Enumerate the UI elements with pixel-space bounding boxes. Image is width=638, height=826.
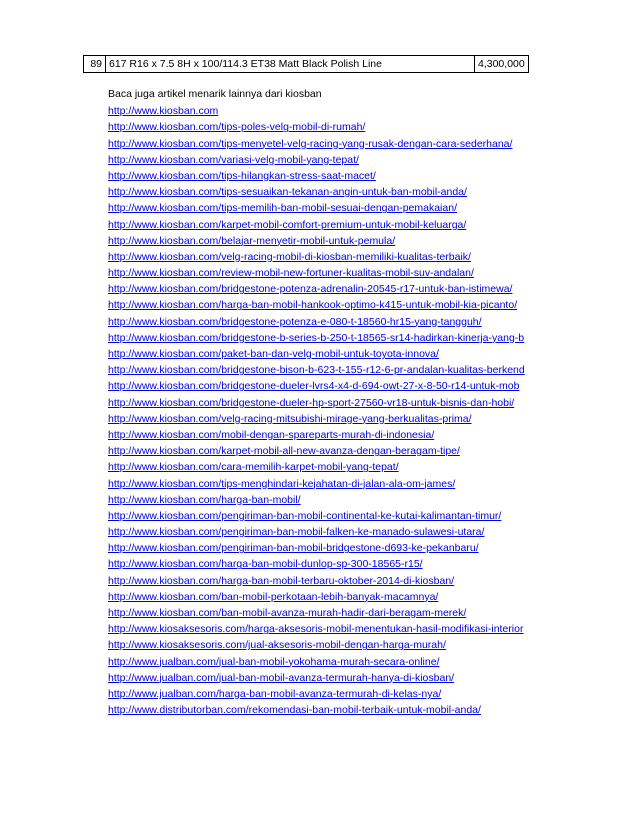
list-item [108, 523, 533, 539]
list-item [108, 588, 533, 604]
article-link[interactable]: http://www.kiosban.com/karpet-mobil-comfort-premium-untuk-mobil-keluarga/ [108, 218, 467, 231]
article-link[interactable]: http://www.kiosban.com/tips-hilangkan-stress-saat-macet/ [108, 169, 376, 182]
list-item [108, 264, 533, 280]
article-link[interactable]: http://www.kiosban.com/harga-ban-mobil-hankook-optimo-k415-untuk-mobil-kia-picanto/ [108, 299, 518, 312]
list-item [108, 458, 533, 474]
article-link[interactable]: http://www.kiosban.com/tips-poles-velg-mobil-di-rumah/ [108, 121, 366, 134]
list-item [108, 636, 533, 652]
list-item [108, 475, 533, 491]
article-link[interactable]: http://www.kiosban.com/velg-racing-mobil-di-kiosban-memiliki-kualitas-terbaik/ [108, 250, 471, 263]
list-item [108, 313, 533, 329]
article-link[interactable]: http://www.kiosban.com/harga-ban-mobil-terbaru-oktober-2014-di-kiosban/ [108, 574, 455, 587]
price-table [83, 55, 529, 73]
article-link-list [108, 102, 533, 717]
article-link[interactable]: http://www.kiosban.com/bridgestone-b-series-b-250-t-18565-sr14-hadirkan-kinerja-yang-b [108, 331, 525, 344]
list-item [108, 167, 533, 183]
list-item [108, 183, 533, 199]
list-item [108, 296, 533, 312]
list-item [108, 135, 533, 151]
article-link[interactable]: http://www.kiosban.com/bridgestone-dueler-hp-sport-27560-vr18-untuk-bisnis-dan-hobi/ [108, 396, 515, 409]
article-link[interactable]: http://www.kiosban.com/tips-menghindari-kejahatan-di-jalan-ala-om-james/ [108, 477, 456, 490]
article-link[interactable]: http://www.kiosban.com/harga-ban-mobil/ [108, 493, 301, 506]
article-link[interactable]: http://www.distributorban.com/rekomendasi-ban-mobil-terbaik-untuk-mobil-anda/ [108, 704, 481, 717]
article-link[interactable]: http://www.kiosban.com [108, 105, 219, 118]
list-item [108, 572, 533, 588]
list-item [108, 151, 533, 167]
list-item [108, 345, 533, 361]
article-link[interactable]: http://www.kiosban.com/bridgestone-potenza-adrenalin-20545-r17-untuk-ban-istimewa/ [108, 283, 513, 296]
list-item [108, 216, 533, 232]
list-item [108, 102, 533, 118]
list-item [108, 620, 533, 636]
article-link[interactable]: http://www.kiosban.com/ban-mobil-avanza-murah-hadir-dari-beragam-merek/ [108, 607, 467, 619]
list-item [108, 701, 533, 717]
article-link[interactable]: http://www.kiosban.com/paket-ban-dan-velg-mobil-untuk-toyota-innova/ [108, 348, 439, 360]
list-item [108, 280, 533, 296]
list-item [108, 232, 533, 248]
article-link[interactable]: http://www.jualban.com/harga-ban-mobil-avanza-termurah-di-kelas-nya/ [108, 687, 442, 700]
list-item [108, 507, 533, 523]
article-link[interactable]: http://www.kiosban.com/review-mobil-new-fortuner-kualitas-mobil-suv-andalan/ [108, 267, 474, 280]
article-link[interactable]: http://www.kiosaksesoris.com/harga-aksesoris-mobil-menentukan-hasil-modifikasi-interior [108, 623, 524, 636]
article-link[interactable]: http://www.kiosban.com/mobil-dengan-spareparts-murah-di-indonesia/ [108, 428, 435, 441]
row-number: 89 [84, 56, 106, 73]
product-description: 617 R16 x 7.5 8H x 100/114.3 ET38 Matt Black Polish Line [106, 56, 475, 73]
list-item [108, 539, 533, 555]
list-item [108, 199, 533, 215]
article-link[interactable]: http://www.kiosban.com/pengiriman-ban-mobil-falken-ke-manado-sulawesi-utara/ [108, 526, 485, 539]
list-item [108, 118, 533, 134]
related-articles-section [108, 86, 533, 717]
article-link[interactable]: http://www.jualban.com/jual-ban-mobil-yokohama-murah-secara-online/ [108, 655, 440, 668]
article-link[interactable]: http://www.kiosban.com/karpet-mobil-all-new-avanza-dengan-beragam-tipe/ [108, 445, 460, 458]
list-item [108, 555, 533, 571]
list-item [108, 669, 533, 685]
product-price: 4,300,000 [475, 56, 529, 73]
list-item [108, 442, 533, 458]
list-item [108, 653, 533, 669]
article-link[interactable]: http://www.kiosban.com/cara-memilih-karpet-mobil-yang-tepat/ [108, 461, 399, 474]
article-link[interactable]: http://www.kiosban.com/belajar-menyetir-mobil-untuk-pemula/ [108, 234, 396, 247]
table-row [84, 56, 529, 73]
article-link[interactable]: http://www.kiosban.com/ban-mobil-perkotaan-lebih-banyak-macamnya/ [108, 590, 439, 603]
article-link[interactable]: http://www.kiosban.com/harga-ban-mobil-dunlop-sp-300-18565-r15/ [108, 558, 423, 571]
list-item [108, 685, 533, 701]
list-item [108, 604, 533, 620]
article-link[interactable]: http://www.kiosban.com/pengiriman-ban-mobil-bridgestone-d693-ke-pekanbaru/ [108, 542, 479, 555]
list-item [108, 394, 533, 410]
list-item [108, 491, 533, 507]
list-item [108, 410, 533, 426]
article-link[interactable]: http://www.kiosban.com/tips-memilih-ban-mobil-sesuai-dengan-pemakaian/ [108, 202, 457, 215]
article-link[interactable]: http://www.kiosban.com/velg-racing-mitsubishi-mirage-yang-berkualitas-prima/ [108, 412, 472, 425]
article-link[interactable]: http://www.kiosban.com/tips-menyetel-velg-racing-yang-rusak-dengan-cara-sederhana/ [108, 137, 513, 150]
article-link[interactable]: http://www.kiosban.com/pengiriman-ban-mobil-continental-ke-kutai-kalimantan-timur/ [108, 509, 502, 522]
article-link[interactable]: http://www.jualban.com/jual-ban-mobil-avanza-termurah-hanya-di-kiosban/ [108, 671, 455, 684]
list-item [108, 426, 533, 442]
list-item [108, 377, 533, 393]
list-item [108, 329, 533, 345]
article-link[interactable]: http://www.kiosban.com/bridgestone-bison-b-623-t-155-r12-6-pr-andalan-kualitas-berkend [108, 364, 525, 377]
article-link[interactable]: http://www.kiosban.com/bridgestone-potenza-e-080-t-18560-hr15-yang-tangguh/ [108, 315, 482, 328]
article-link[interactable]: http://www.kiosaksesoris.com/jual-aksesoris-mobil-dengan-harga-murah/ [108, 639, 446, 652]
list-item [108, 361, 533, 377]
intro-text: Baca juga artikel menarik lainnya dari kiosban [108, 88, 322, 100]
article-link[interactable]: http://www.kiosban.com/variasi-velg-mobil-yang-tepat/ [108, 153, 359, 166]
article-link[interactable]: http://www.kiosban.com/bridgestone-dueler-lvrs4-x4-d-694-owt-27-x-8-50-r14-untuk-mob [108, 380, 520, 393]
list-item [108, 248, 533, 264]
article-link[interactable]: http://www.kiosban.com/tips-sesuaikan-tekanan-angin-untuk-ban-mobil-anda/ [108, 186, 467, 199]
